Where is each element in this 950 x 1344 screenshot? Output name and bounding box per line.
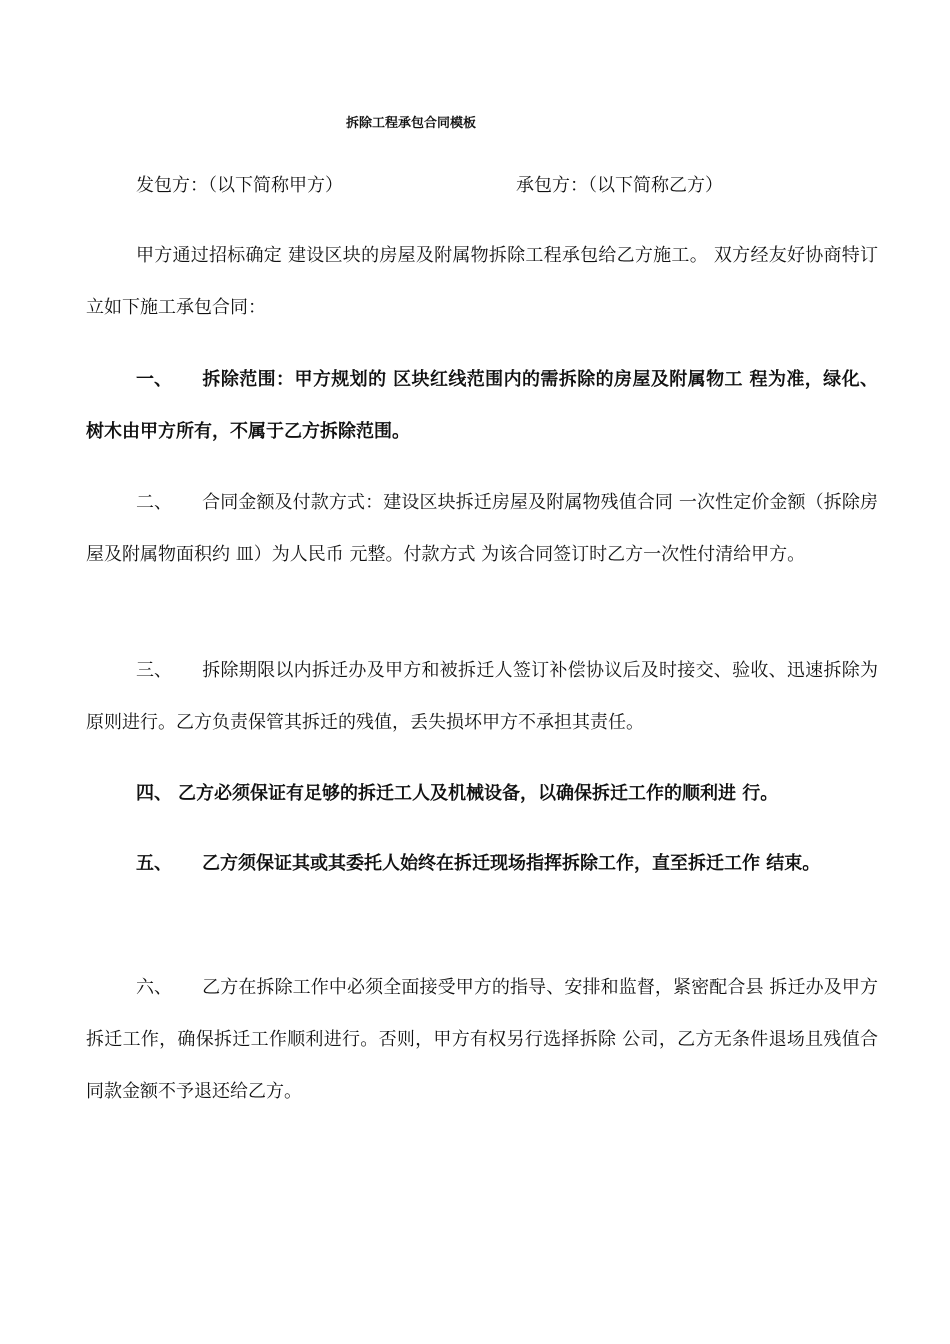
- clause-text: 乙方须保证其或其委托人始终在拆迁现场指挥拆除工作，直至拆迁工作 结束。: [202, 853, 821, 874]
- clause-6: [86, 962, 878, 1118]
- party-b: 承包方：（以下简称乙方）: [516, 175, 723, 196]
- document-title: 拆除工程承包合同模板: [346, 116, 477, 131]
- clause-number: 六、: [136, 977, 172, 998]
- party-a: 发包方：（以下简称甲方）: [136, 175, 343, 196]
- clause-number: 三、: [136, 660, 172, 681]
- clause-number: 五、: [136, 853, 172, 874]
- clause-number: 四、: [136, 783, 172, 804]
- clause-5: [86, 838, 878, 890]
- clause-text: 拆除范围：甲方规划的 区块红线范围内的需拆除的房屋及附属物工 程为准，绿化、树木由甲方所有，不属于乙方拆除范围。: [86, 369, 878, 442]
- intro-paragraph: 甲方通过招标确定 建设区块的房屋及附属物拆除工程承包给乙方施工。 双方经友好协商特订立如下施工承包合同：: [86, 245, 878, 318]
- clause-3: [86, 645, 878, 749]
- clause-4: [86, 768, 878, 820]
- clause-text: 合同金额及付款方式：建设区块拆迁房屋及附属物残值合同 一次性定价金额（拆除房屋及附属物面积约 皿）为人民币 元整。付款方式 为该合同签订时乙方一次性付清给甲方。: [86, 492, 878, 565]
- clause-text: 乙方在拆除工作中必须全面接受甲方的指导、安排和监督，紧密配合县 拆迁办及甲方拆迁工作，确保拆迁工作顺利进行。否则，甲方有权另行选择拆除 公司，乙方无条件退场且残值合同款金额不予退还给乙方。: [86, 977, 878, 1102]
- clause-2: [86, 477, 878, 581]
- clause-text: 乙方必须保证有足够的拆迁工人及机械设备，以确保拆迁工作的顺利进 行。: [178, 783, 779, 804]
- clause-number: 二、: [136, 492, 172, 513]
- clause-1: [86, 354, 878, 458]
- clause-number: 一、: [136, 369, 172, 390]
- clause-text: 拆除期限以内拆迁办及甲方和被拆迁人签订补偿协议后及时接交、验收、迅速拆除为原则进行。乙方负责保管其拆迁的残值，丢失损坏甲方不承担其责任。: [86, 660, 878, 733]
